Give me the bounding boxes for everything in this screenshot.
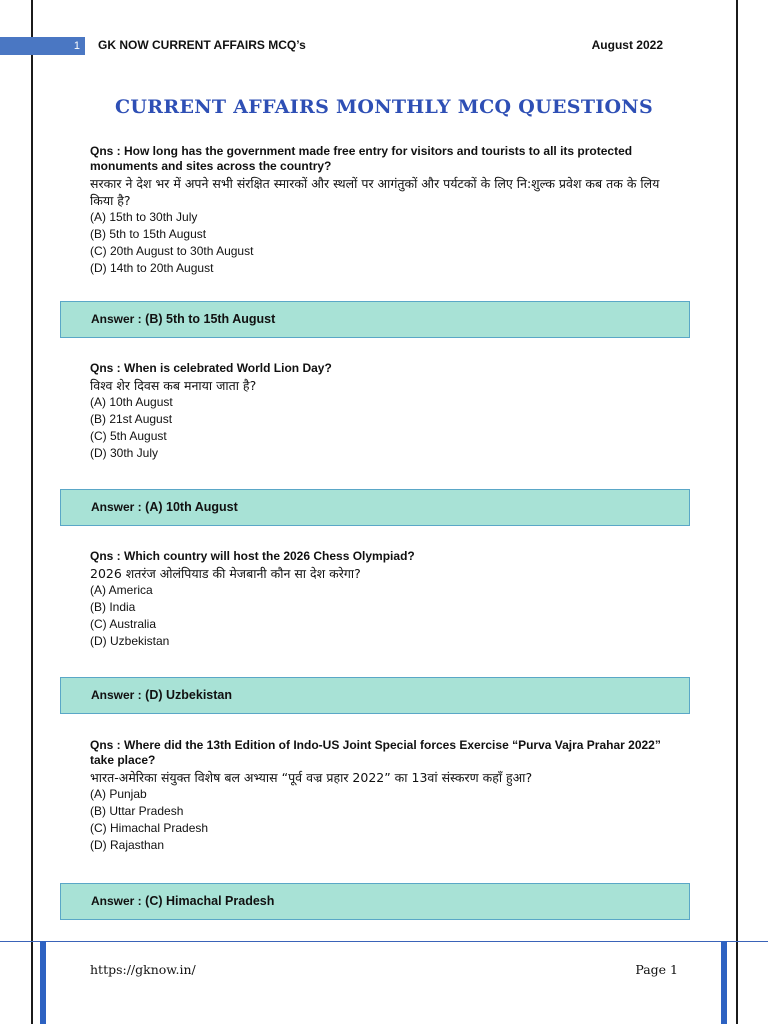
answer-box — [60, 301, 690, 338]
question-text-hi: विश्व शेर दिवस कब मनाया जाता है? — [90, 378, 257, 393]
header-page-number: 1 — [0, 37, 85, 55]
option-d: (D) 14th to 20th August — [90, 261, 214, 275]
answer-value: (D) Uzbekistan — [145, 688, 232, 702]
answer-box — [60, 883, 690, 920]
question-text-hi: 2026 शतरंज ओलंपियाड की मेजबानी कौन सा देश करेगा? — [90, 566, 361, 581]
footer-divider — [0, 941, 768, 942]
question-text-en: Qns : Which country will host the 2026 Chess Olympiad? — [90, 549, 415, 563]
answer-label: Answer : — [91, 894, 142, 908]
answer-label: Answer : — [91, 688, 142, 702]
option-d: (D) Rajasthan — [90, 838, 165, 852]
question-block — [90, 144, 680, 277]
option-c: (C) 20th August to 30th August — [90, 244, 254, 258]
document-title: CURRENT AFFAIRS MONTHLY MCQ QUESTIONS — [114, 96, 653, 118]
answer-label: Answer : — [91, 500, 142, 514]
option-b: (B) India — [90, 600, 136, 614]
option-c: (C) Australia — [90, 617, 157, 631]
answer-box — [60, 489, 690, 526]
answer-label: Answer : — [91, 312, 142, 326]
header-title: GK NOW CURRENT AFFAIRS MCQ’s — [98, 38, 306, 52]
option-d: (D) Uzbekistan — [90, 634, 170, 648]
option-c: (C) 5th August — [90, 429, 167, 443]
header-date: August 2022 — [591, 38, 663, 52]
question-text-hi: सरकार ने देश भर में अपने सभी संरक्षित स्मारकों और स्थलों पर आगंतुकों और पर्यटकों के लिए नि:शुल्क प्रवेश कब तक के लिय किया है? — [90, 176, 660, 208]
question-block — [90, 738, 680, 854]
option-a: (A) 10th August — [90, 395, 173, 409]
footer-accent-right — [721, 941, 727, 1024]
question-block — [90, 361, 680, 462]
question-block — [90, 549, 680, 650]
option-a: (A) Punjab — [90, 787, 147, 801]
option-a: (A) America — [90, 583, 153, 597]
answer-box — [60, 677, 690, 714]
answer-value: (B) 5th to 15th August — [145, 312, 276, 326]
footer-accent-left — [40, 941, 46, 1024]
option-b: (B) 21st August — [90, 412, 173, 426]
footer-url-link[interactable]: https://gknow.in/ — [90, 962, 196, 977]
option-b: (B) 5th to 15th August — [90, 227, 207, 241]
page-border-right — [736, 0, 738, 1024]
question-text-hi: भारत-अमेरिका संयुक्त विशेष बल अभ्यास “पूर्व वज्र प्रहार 2022” का 13वां संस्करण कहाँ हुआ? — [90, 770, 533, 785]
question-text-en: Qns : Where did the 13th Edition of Indo-US Joint Special forces Exercise “Purva Vajra Prahar 2022” take place? — [90, 738, 661, 767]
answer-value: (A) 10th August — [145, 500, 238, 514]
question-text-en: Qns : How long has the government made free entry for visitors and tourists to all its protected monuments and sites across the country? — [90, 144, 633, 173]
option-a: (A) 15th to 30th July — [90, 210, 198, 224]
option-b: (B) Uttar Pradesh — [90, 804, 184, 818]
question-text-en: Qns : When is celebrated World Lion Day? — [90, 361, 332, 375]
footer-page-number: Page 1 — [635, 962, 678, 977]
option-c: (C) Himachal Pradesh — [90, 821, 209, 835]
answer-value: (C) Himachal Pradesh — [145, 894, 275, 908]
option-d: (D) 30th July — [90, 446, 159, 460]
page-border-left — [31, 0, 33, 1024]
